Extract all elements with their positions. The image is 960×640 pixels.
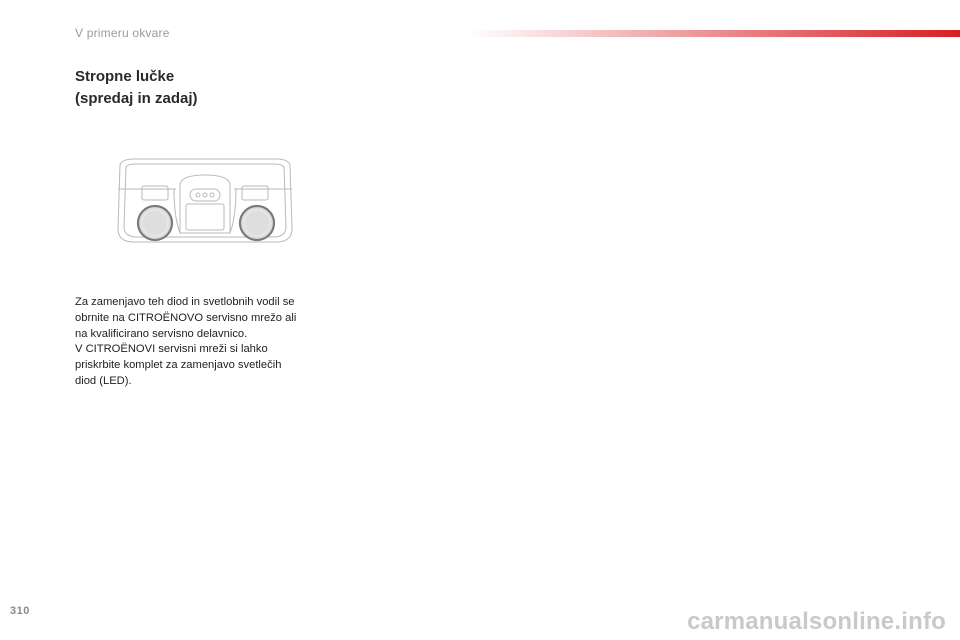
- page-number: 310: [10, 605, 30, 617]
- paragraph-line: diod (LED).: [75, 374, 132, 387]
- ceiling-light-illustration: [112, 155, 298, 251]
- section-header: V primeru okvare: [75, 26, 170, 40]
- instruction-paragraph: [75, 295, 335, 390]
- paragraph-line: priskrbite komplet za zamenjavo svetlečih: [75, 359, 282, 372]
- paragraph-line: Za zamenjavo teh diod in svetlobnih vodil se: [75, 296, 295, 308]
- paragraph-line: obrnite na CITROËNOVO servisno mrežo ali: [75, 311, 297, 324]
- watermark: carmanualsonline.info: [687, 608, 946, 635]
- page-title-line: Stropne lučke: [75, 68, 175, 85]
- page-title: [75, 66, 198, 110]
- page-title-line: (spredaj in zadaj): [75, 90, 198, 107]
- header-accent-rule: [470, 30, 960, 37]
- paragraph-line: V CITROËNOVI servisni mreži si lahko: [75, 343, 268, 356]
- paragraph-line: na kvalificirano servisno delavnico.: [75, 327, 248, 340]
